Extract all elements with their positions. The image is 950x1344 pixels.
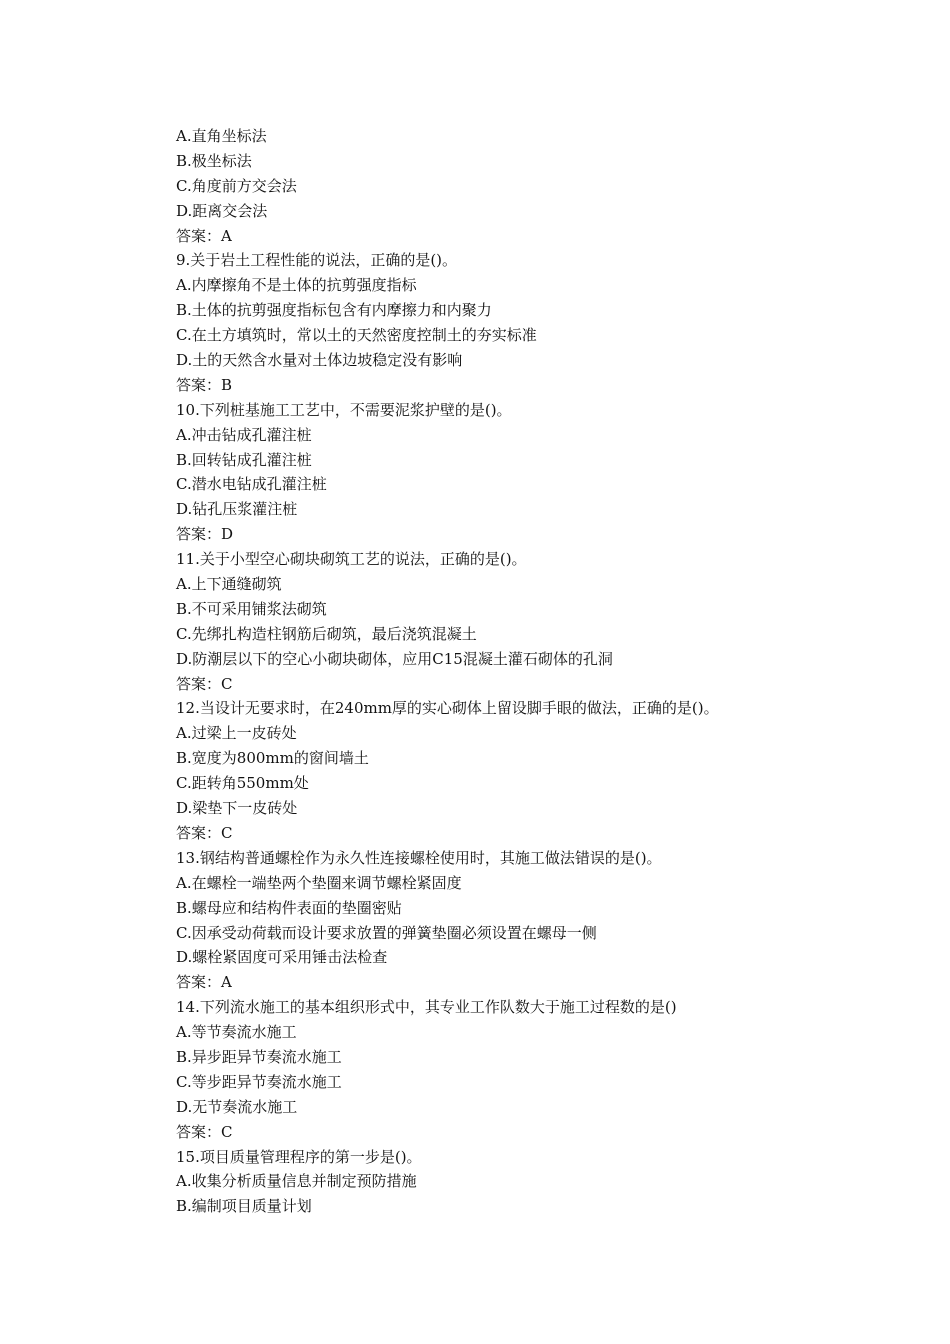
text-line: D.距离交会法	[176, 201, 268, 220]
text-line: B.异步距异节奏流水施工	[176, 1047, 342, 1066]
text-line: B.不可采用铺浆法砌筑	[176, 599, 327, 618]
text-line: A.内摩擦角不是土体的抗剪强度指标	[176, 276, 417, 295]
text-line: 11.关于小型空心砌块砌筑工艺的说法，正确的是()。	[176, 550, 527, 569]
text-line: A.直角坐标法	[176, 127, 267, 145]
text-line: C.在土方填筑时，常以土的天然密度控制土的夯实标准	[176, 326, 537, 345]
text-line: B.编制项目质量计划	[176, 1197, 312, 1216]
text-line: 14.下列流水施工的基本组织形式中，其专业工作队数大于施工过程数的是()	[176, 998, 677, 1017]
text-line: C.距转角550mm处	[176, 774, 309, 793]
text-line: C.先绑扎构造柱钢筋后砌筑，最后浇筑混凝土	[176, 624, 477, 643]
text-line: B.螺母应和结构件表面的垫圈密贴	[176, 898, 402, 917]
text-line: 12.当设计无要求时，在240mm厚的实心砌体上留设脚手眼的做法，正确的是()。	[176, 699, 719, 718]
text-line: B.极坐标法	[176, 151, 252, 170]
text-line: D.土的天然含水量对土体边坡稳定没有影响	[176, 351, 463, 370]
text-line: A.冲击钻成孔灌注桩	[176, 425, 312, 444]
text-line: B.回转钻成孔灌注桩	[176, 450, 312, 469]
text-line: D.螺栓紧固度可采用锤击法检查	[176, 948, 388, 967]
text-line: 答案：C	[176, 674, 233, 693]
text-line: 答案：C	[176, 1122, 233, 1141]
text-line: B.宽度为800mm的窗间墙土	[176, 749, 369, 768]
document-body	[176, 124, 896, 1219]
text-line: 答案：A	[176, 226, 232, 245]
text-line: D.防潮层以下的空心小砌块砌体，应用C15混凝土灌石砌体的孔洞	[176, 649, 613, 668]
text-line: A.上下通缝砌筑	[176, 575, 282, 594]
text-line: D.梁垫下一皮砖处	[176, 799, 298, 818]
text-line: A.等节奏流水施工	[176, 1023, 297, 1042]
text-line: C.角度前方交会法	[176, 176, 297, 195]
text-line: C.潜水电钻成孔灌注桩	[176, 475, 327, 494]
text-line: 9.关于岩土工程性能的说法，正确的是()。	[176, 251, 458, 270]
text-line: A.在螺栓一端垫两个垫圈来调节螺栓紧固度	[176, 873, 462, 892]
text-line: A.收集分析质量信息并制定预防措施	[176, 1172, 417, 1191]
text-line: 10.下列桩基施工工艺中，不需要泥浆护壁的是()。	[176, 400, 512, 419]
text-line: 答案：C	[176, 823, 233, 842]
text-line: 答案：D	[176, 525, 234, 544]
text-line: C.因承受动荷载而设计要求放置的弹簧垫圈必须设置在螺母一侧	[176, 923, 597, 942]
text-line: 13.钢结构普通螺栓作为永久性连接螺栓使用时，其施工做法错误的是()。	[176, 848, 662, 867]
text-line: B.土体的抗剪强度指标包含有内摩擦力和内聚力	[176, 301, 492, 320]
text-line: D.无节奏流水施工	[176, 1097, 298, 1116]
text-line: 15.项目质量管理程序的第一步是()。	[176, 1147, 422, 1166]
text-line: C.等步距异节奏流水施工	[176, 1072, 342, 1091]
text-line: 答案：B	[176, 375, 233, 394]
text-line: 答案：A	[176, 973, 232, 992]
text-line: A.过梁上一皮砖处	[176, 724, 297, 743]
text-line: D.钻孔压浆灌注桩	[176, 500, 298, 519]
